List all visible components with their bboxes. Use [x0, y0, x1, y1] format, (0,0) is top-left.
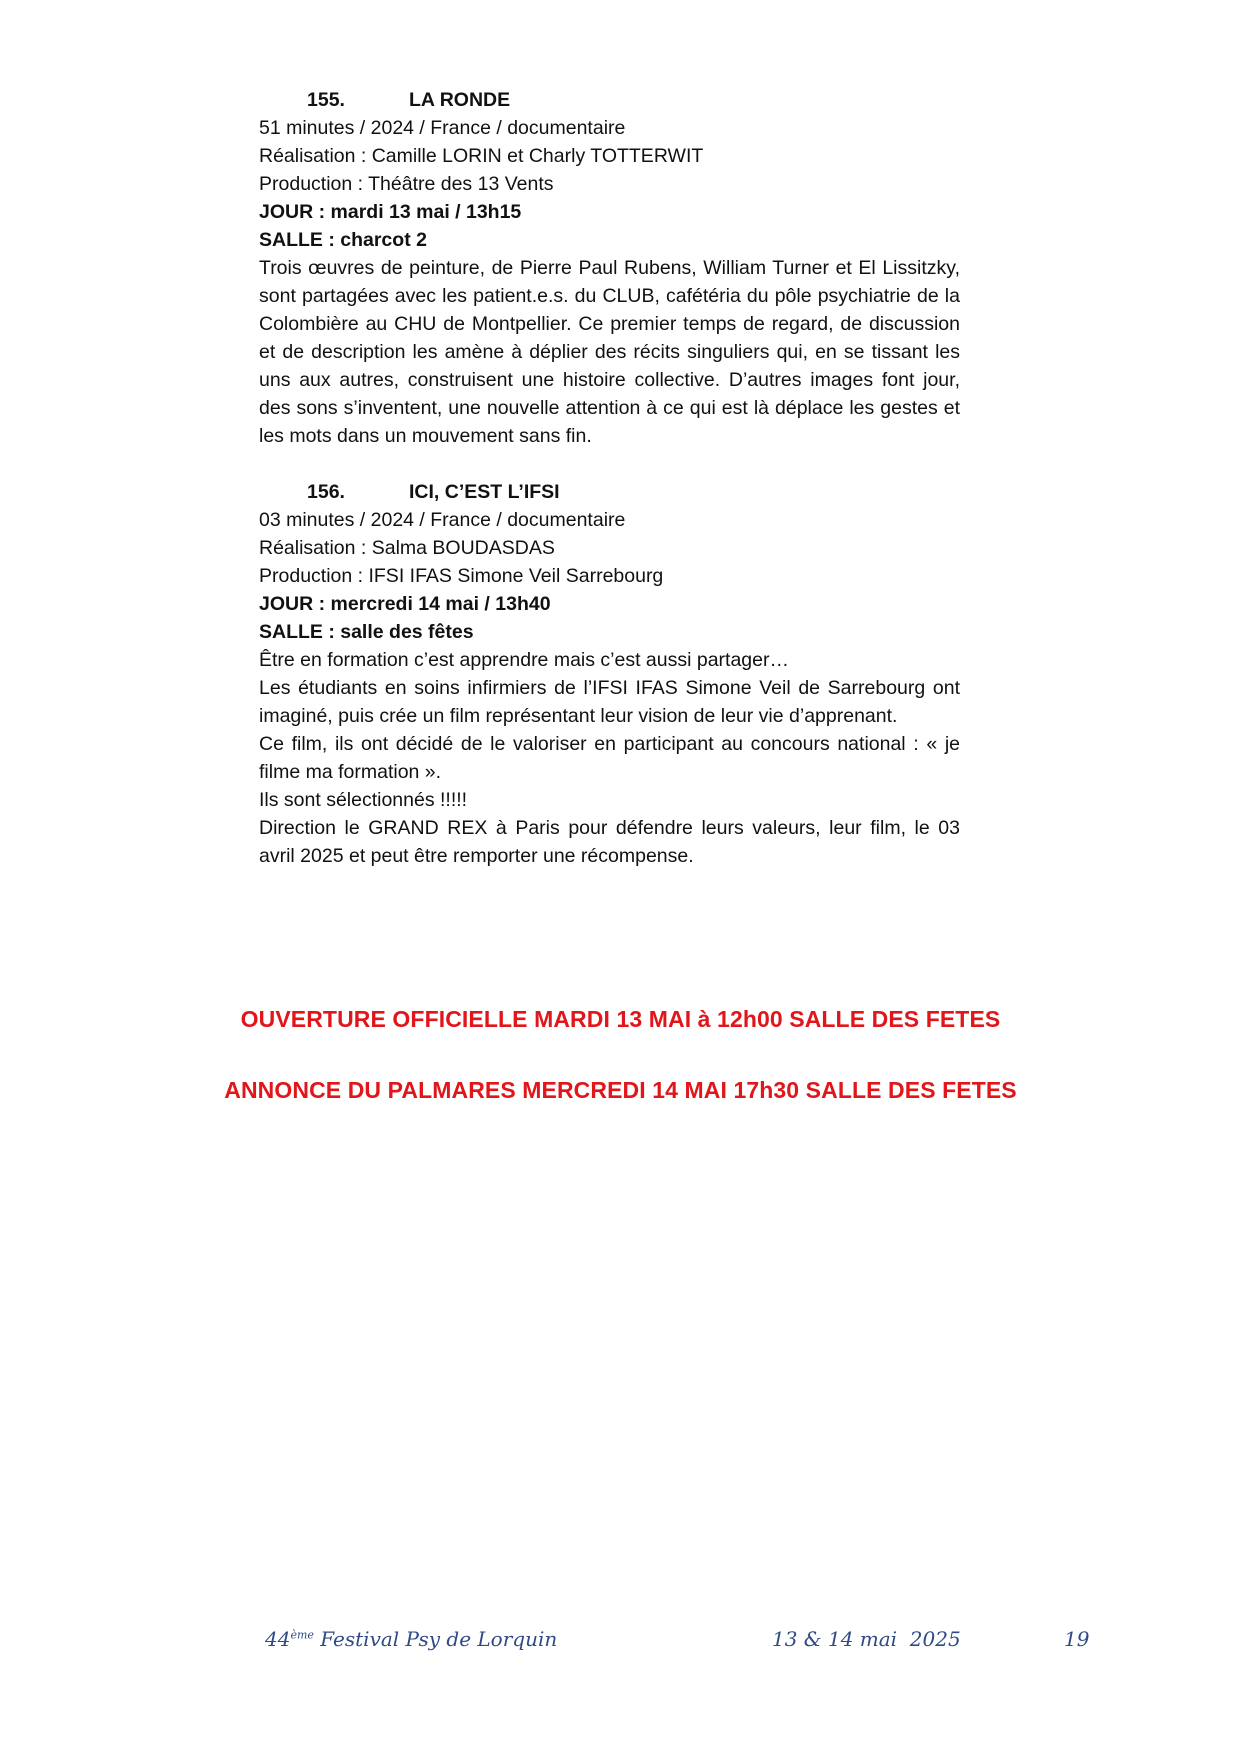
film-description: Trois œuvres de peinture, de Pierre Paul Rubens, William Turner et El Lissitzky, sont partagées avec les patient.e.s. du CLUB, cafétéria du pôle psychiatrie de la Colombière au CHU de Montpellier. Ce premier temps de regard, de discussion et de description les amène à déplier des récits singuliers qui, en se tissant les uns aux autres, construisent une histoire collective. D’autres images font jour, des sons s’inventent, une nouvelle attention à ce qui est là déplace les gestes et les mots dans un mouvement sans fin. [259, 257, 960, 447]
film-entry-155 [259, 86, 960, 450]
film-realisation: Réalisation : Salma BOUDASDAS [259, 537, 555, 559]
film-title: ICI, C’EST L’IFSI [409, 481, 560, 503]
film-number: 156. [307, 481, 345, 503]
film-description-line: Ce film, ils ont décidé de le valoriser en participant au concours national : « je filme ma formation ». [259, 733, 960, 783]
film-listing [259, 86, 960, 870]
film-entry-156 [259, 478, 960, 870]
film-description-line: Les étudiants en soins infirmiers de l’IFSI IFAS Simone Veil de Sarrebourg ont imaginé, puis crée un film représentant leur vision de leur vie d’apprenant. [259, 677, 960, 727]
footer-festival-name: Festival Psy de Lorquin [313, 1627, 558, 1651]
film-production: Production : IFSI IFAS Simone Veil Sarrebourg [259, 565, 664, 587]
film-info: 03 minutes / 2024 / France / documentaire [259, 509, 626, 531]
film-jour: JOUR : mardi 13 mai / 13h15 [259, 201, 522, 223]
film-description-line: Ils sont sélectionnés !!!!! [259, 789, 468, 811]
film-production: Production : Théâtre des 13 Vents [259, 173, 554, 195]
film-salle: SALLE : salle des fêtes [259, 621, 474, 643]
palmares-announcement: ANNONCE DU PALMARES MERCREDI 14 MAI 17h30 SALLE DES FETES [224, 1077, 1017, 1103]
film-salle: SALLE : charcot 2 [259, 229, 427, 251]
film-heading [259, 478, 960, 506]
footer-dates: 13 & 14 mai 2025 [772, 1627, 961, 1651]
film-number: 155. [307, 89, 345, 111]
film-jour: JOUR : mercredi 14 mai / 13h40 [259, 593, 551, 615]
footer-edition-number: 44 [265, 1627, 291, 1651]
film-description-line: Direction le GRAND REX à Paris pour défendre leurs valeurs, leur film, le 03 avril 2025 et peut être remporter une récompense. [259, 817, 960, 867]
film-realisation: Réalisation : Camille LORIN et Charly TOTTERWIT [259, 145, 704, 167]
footer-festival [265, 1627, 557, 1651]
film-title: LA RONDE [409, 89, 511, 111]
film-info: 51 minutes / 2024 / France / documentaire [259, 117, 626, 139]
page-number: 19 [1064, 1627, 1090, 1651]
footer-edition-suffix: ème [290, 1628, 314, 1642]
film-description-line: Être en formation c’est apprendre mais c’est aussi partager… [259, 649, 789, 671]
film-heading [259, 86, 960, 114]
opening-announcement: OUVERTURE OFFICIELLE MARDI 13 MAI à 12h00 SALLE DES FETES [240, 1006, 1001, 1032]
